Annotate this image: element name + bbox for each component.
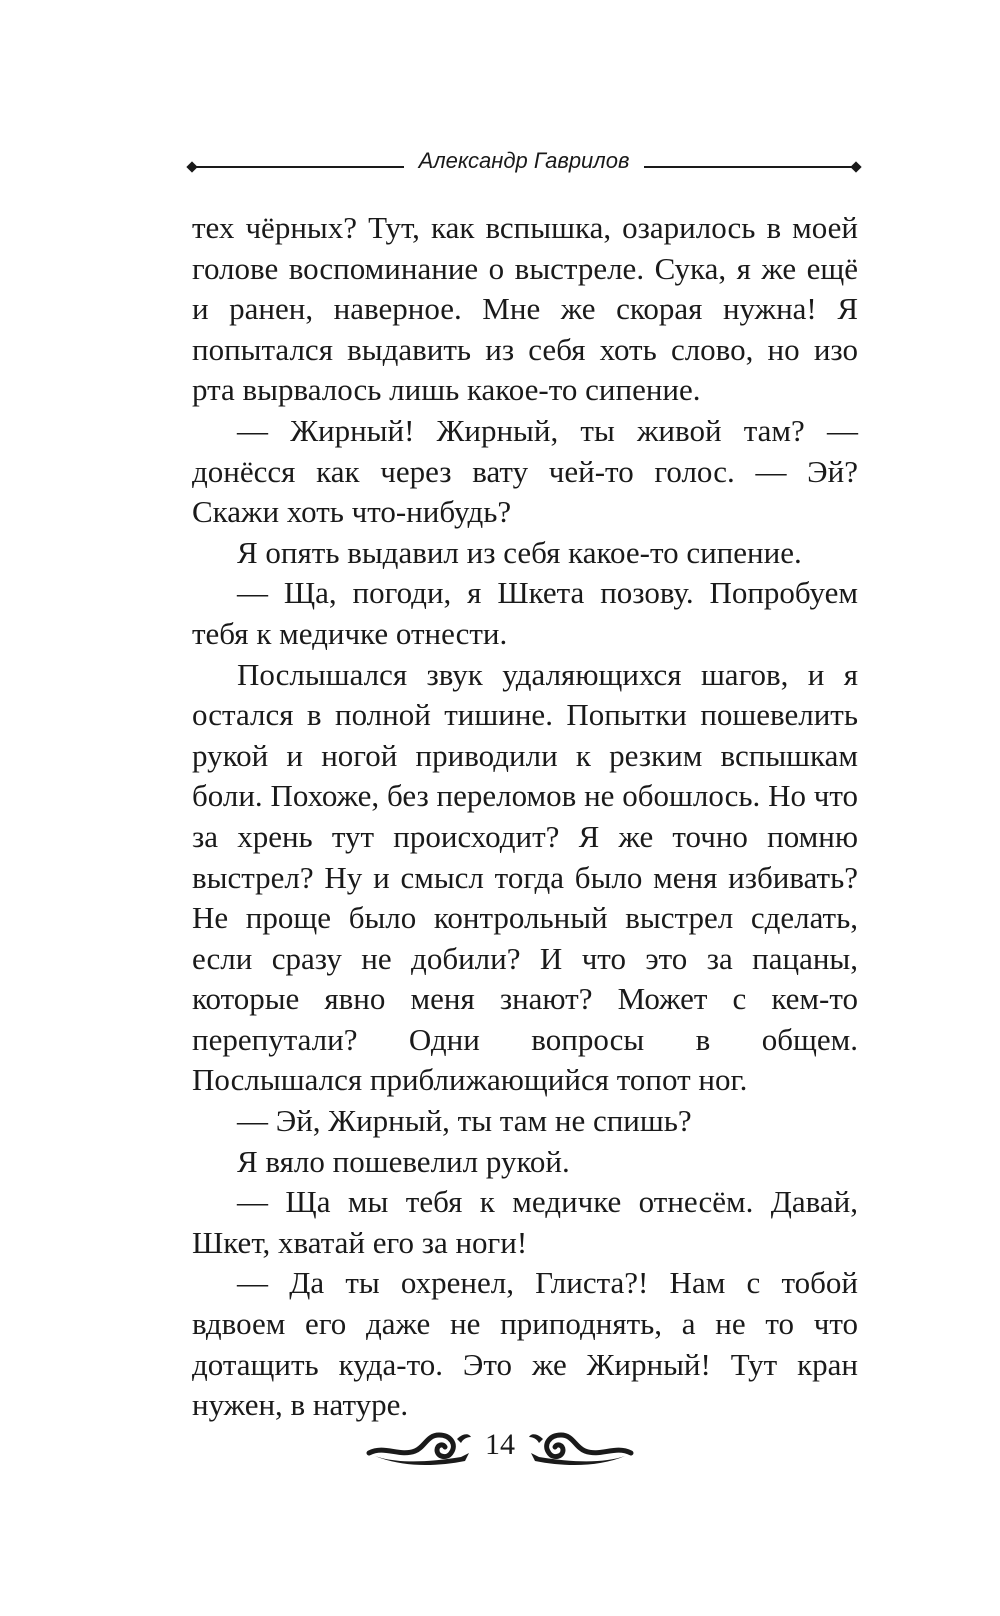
swirl-ornament-icon — [525, 1423, 635, 1467]
author-name: Александр Гаврилов — [418, 148, 630, 173]
paragraph: Послышался звук удаляющихся шагов, и я остался в полной тишине. Попытки пошевелить рукой и ногой приводили к резким вспышкам боли. Похоже, без переломов не обошлось. Но что за хрень тут происходит? Я же точно помню выстрел? Ну и смысл тогда было меня избивать? Не проще было контрольный выстрел сделать, если сразу не добили? И что это за пацаны, которые явно меня знают? Может с кем-то перепутали? Одни вопросы в общем. Послышался приближающийся топот ног. — [192, 656, 858, 1098]
paragraph: — Ща мы тебя к медичке отнесём. Давай, Шкет, хватай его за ноги! — [192, 1184, 858, 1260]
paragraph: Я опять выдавил из себя какое-то сипение. — [237, 534, 802, 570]
header-rule-right — [644, 166, 854, 168]
page-body-text — [192, 208, 858, 1426]
page-footer — [0, 1418, 1000, 1472]
paragraph: — Ща, погоди, я Шкета позову. Попробуем тебя к медичке отнести. — [192, 575, 858, 651]
paragraph: Я вяло пошевелил рукой. — [237, 1143, 570, 1179]
swirl-ornament-icon — [365, 1423, 475, 1467]
running-header — [188, 146, 860, 176]
paragraph: — Жирный! Жирный, ты живой там? — донёсся как через вату чей-то голос. — Эй? Скажи хоть что-нибудь? — [192, 412, 858, 530]
paragraph: тех чёрных? Тут, как вспышка, озарилось в моей голове воспоминание о выстреле. Сука, я же ещё и ранен, наверное. Мне же скорая нужна! Я попытался выдавить из себя хоть слово, но изо рта вырвалось лишь какое-то сипение. — [192, 210, 858, 408]
page-number: 14 — [485, 1428, 515, 1461]
paragraph: — Эй, Жирный, ты там не спишь? — [237, 1103, 692, 1139]
paragraph: — Да ты охренел, Глиста?! Нам с тобой вдвоем его даже не приподнять, а не то что дотащить куда-то. Это же Жирный! Тут кран нужен, в натуре. — [192, 1265, 858, 1423]
